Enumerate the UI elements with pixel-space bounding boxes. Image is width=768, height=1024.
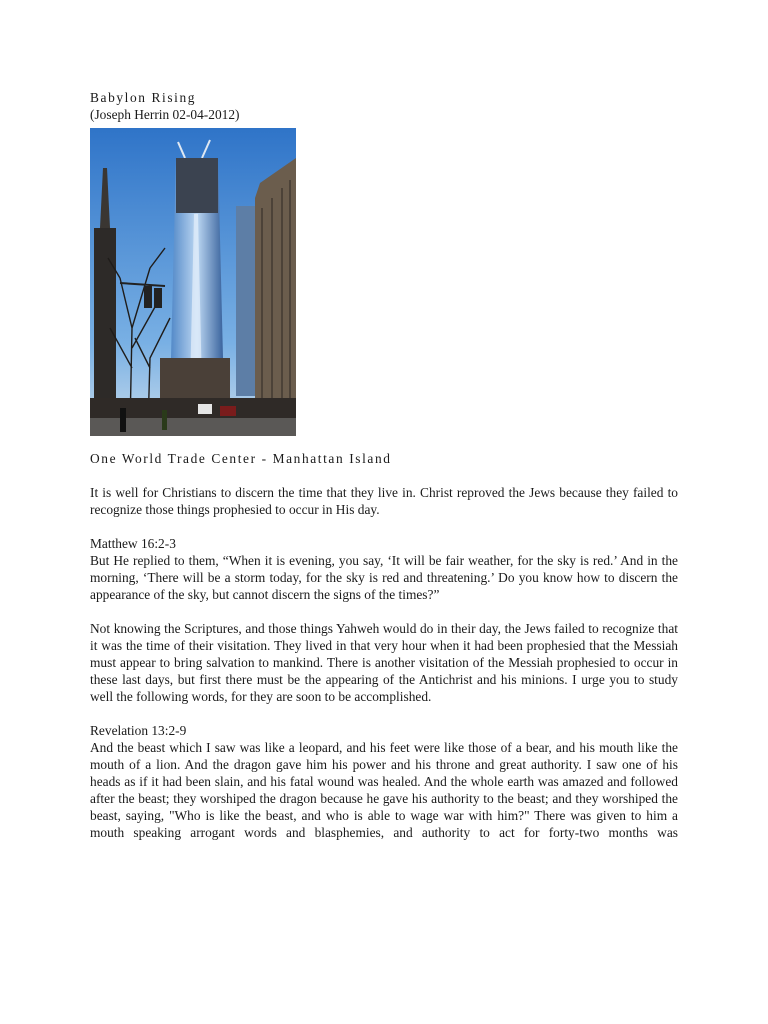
matthew-passage xyxy=(90,535,678,603)
photo-caption: One World Trade Center - Manhattan Island xyxy=(90,451,392,466)
photo-one-world-trade-center xyxy=(90,128,296,436)
intro-paragraph xyxy=(90,484,678,518)
document-page xyxy=(90,89,678,841)
matthew-quote: But He replied to them, “When it is evening, you say, ‘It will be fair weather, for the sky is red.’ And in the morning, ‘There will be a storm today, for the sky is red and threatening.’ Do you know how to discern the appearance of the sky, but cannot discern the signs of the times?” xyxy=(90,553,678,602)
revelation-quote: And the beast which I saw was like a leopard, and his feet were like those of a bear, and his mouth like the mouth of a lion. And the dragon gave him his power and his throne and great authority. I saw one of his heads as if it had been slain, and his fatal wound was healed. And the whole earth was amazed and followed after the beast; they worshiped the dragon because he gave his authority to the beast; and they worshiped the beast, saying, "Who is like the beast, and who is able to wage war with him?" There was given to him a mouth speaking arrogant words and blasphemies, and authority to act for forty-two months was xyxy=(90,740,678,840)
tower-photo-image xyxy=(90,128,296,436)
revelation-reference: Revelation 13:2-9 xyxy=(90,723,187,738)
document-byline: (Joseph Herrin 02-04-2012) xyxy=(90,107,240,122)
revelation-passage xyxy=(90,722,678,841)
commentary-paragraph xyxy=(90,620,678,705)
intro-text: It is well for Christians to discern the time that they live in. Christ reproved the Jews because they failed to recognize those things prophesied to occur in His day. xyxy=(90,485,678,517)
matthew-reference: Matthew 16:2-3 xyxy=(90,536,176,551)
commentary-text: Not knowing the Scriptures, and those things Yahweh would do in their day, the Jews failed to recognize that it was the time of their visitation. They lived in that very hour when it had been prophesied that the Messiah must appear to bring salvation to mankind. There is another visitation of the Messiah prophesied to occur in these last days, but first there must be the appearing of the Antichrist and his minions. I urge you to study well the following words, for they are soon to be accomplished. xyxy=(90,621,678,704)
document-title: Babylon Rising xyxy=(90,90,197,105)
